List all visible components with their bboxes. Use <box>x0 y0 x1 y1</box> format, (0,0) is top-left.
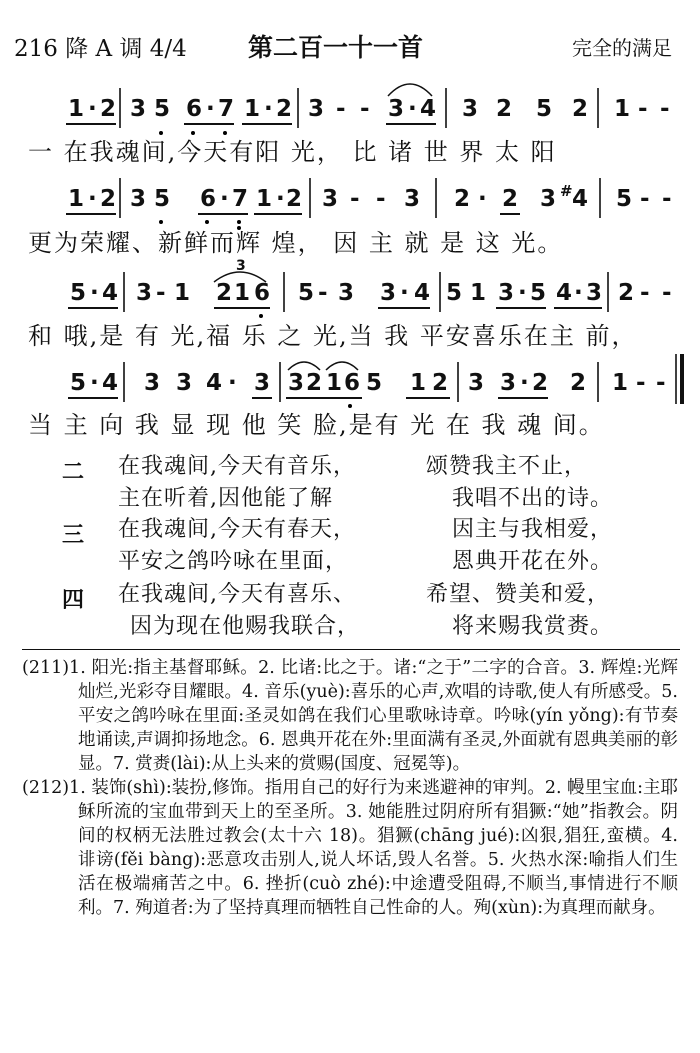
verse-2-line-2b: 我唱不出的诗。 <box>452 486 614 511</box>
svg-text:·: · <box>264 96 273 122</box>
svg-text:·: · <box>90 280 99 306</box>
verse-3-line-1b: 因主与我相爱， <box>452 517 614 542</box>
note: 7 <box>232 186 249 212</box>
note: 1 <box>244 96 261 122</box>
note: 6 <box>344 370 361 396</box>
music-score <box>0 0 700 440</box>
lyric-line-4: 当 主 向 我 显 现 他 笑 脸,是有 光 在 我 魂 间。 <box>28 411 605 439</box>
note: 3 <box>176 370 193 396</box>
svg-text:-: - <box>636 370 646 396</box>
verse-2-line-2a: 主在听着,因他能了解 <box>118 486 333 511</box>
note: 4 <box>556 280 573 306</box>
svg-text:·: · <box>574 280 583 306</box>
note: 4 <box>572 186 589 212</box>
svg-text:-: - <box>376 186 386 212</box>
svg-text:·: · <box>206 96 215 122</box>
note: 5 <box>154 186 171 212</box>
note: 1 <box>68 96 85 122</box>
lyric-line-2: 更为荣耀、新鲜而辉 煌， 因 主 就 是 这 光。 <box>28 229 564 257</box>
svg-text:·: · <box>220 186 229 212</box>
verse-4-line-2b: 将来赐我赏赉。 <box>452 614 614 639</box>
note: 3 <box>468 370 485 396</box>
note: 1 <box>614 96 631 122</box>
note: 2 <box>306 370 323 396</box>
svg-text:-: - <box>360 96 370 122</box>
note: 4 <box>420 96 437 122</box>
note: 1 <box>256 186 273 212</box>
triplet-label: 3 <box>236 258 246 274</box>
note: 3 <box>322 186 339 212</box>
note: 5 <box>536 96 553 122</box>
note: 3 <box>540 186 557 212</box>
note: 3 <box>136 280 153 306</box>
note: 2 <box>100 186 117 212</box>
svg-text:-: - <box>656 370 666 396</box>
hymn-title: 第二百一十一首 <box>248 33 424 62</box>
score-row-2 <box>66 178 672 230</box>
svg-text:-: - <box>318 280 328 306</box>
score-row-1 <box>66 84 670 135</box>
note: 2 <box>496 96 513 122</box>
note: 3 <box>308 96 325 122</box>
note: 4 <box>206 370 223 396</box>
note: 2 <box>618 280 635 306</box>
note: 3 <box>254 370 271 396</box>
svg-text:·: · <box>478 186 487 212</box>
note: 2 <box>276 96 293 122</box>
svg-text:-: - <box>156 280 166 306</box>
note: 5 <box>616 186 633 212</box>
verse-4-line-1a: 在我魂间,今天有喜乐、 <box>118 582 356 607</box>
svg-text:-: - <box>350 186 360 212</box>
note: 3 <box>462 96 479 122</box>
note: 5 <box>70 370 87 396</box>
svg-text:·: · <box>400 280 409 306</box>
verse-number-2: 二 <box>62 460 85 485</box>
note: 4 <box>102 280 119 306</box>
verse-4-line-1b: 希望、赞美和爱， <box>426 582 611 607</box>
footnote-211: (211)1. 阳光:指主基督耶稣。2. 比诸:比之于。诸:“之于”二字的合音。3. 辉煌:光辉灿烂,光彩夺目耀眼。4. 音乐(yuè):喜乐的心声,欢唱的诗歌,使人有所感受。5. 平安之鸽吟咏在里面:圣灵如鸽在我们心里歌咏诗章。吟咏(yín yǒng):有节奏地诵读,声调抑扬地念。6. 恩典开花在外:里面满有圣灵,外面就有恩典美丽的彰显。7. 赏赉(lài):从上头来的赏赐(国度、冠冕等)。 <box>22 658 678 774</box>
svg-text:-: - <box>640 280 650 306</box>
svg-text:·: · <box>88 96 97 122</box>
footnotes <box>22 656 678 920</box>
svg-text:·: · <box>228 370 237 396</box>
verse-3-line-2b: 恩典开花在外。 <box>452 549 614 574</box>
note: 5 <box>154 96 171 122</box>
svg-text:·: · <box>520 370 529 396</box>
note: 3 <box>380 280 397 306</box>
svg-text:·: · <box>408 96 417 122</box>
note: 2 <box>502 186 519 212</box>
note: 5 <box>366 370 383 396</box>
note: 1 <box>234 280 251 306</box>
note: 2 <box>572 96 589 122</box>
footnote-212: (212)1. 装饰(shì):装扮,修饰。指用自己的好行为来逃避神的审判。2. 幔里宝血:主耶稣所流的宝血带到天上的至圣所。3. 她能胜过阴府所有猖獗:“她”指教会。阴间的权柄无法胜过教会(太十六 18)。猖獗(chāng jué):凶狠,猖狂,蛮横。4. 诽谤(fěi bàng):恶意攻击别人,说人坏话,毁人名誉。5. 火热水深:喻指人们生活在极端痛苦之中。6. 挫折(cuò zhé):中途遭受阻碍,不顺当,事情进行不顺利。7. 殉道者:为了坚持真理而牺牲自己性命的人。殉(xùn):为真理而献身。 <box>22 778 678 918</box>
verse-number-3: 三 <box>62 523 85 548</box>
svg-text:·: · <box>88 186 97 212</box>
note: 1 <box>410 370 427 396</box>
note: 2 <box>286 186 303 212</box>
hymn-subtitle: 完全的满足 <box>572 36 672 60</box>
sharp-sign: # <box>560 182 573 200</box>
note: 1 <box>174 280 191 306</box>
note: 2 <box>570 370 587 396</box>
verse-number-4: 四 <box>62 588 85 613</box>
svg-text:·: · <box>518 280 527 306</box>
svg-text:·: · <box>276 186 285 212</box>
score-row-3 <box>68 258 672 318</box>
score-row-4 <box>68 354 682 408</box>
note: 1 <box>612 370 629 396</box>
note: 2 <box>216 280 233 306</box>
note: 5 <box>298 280 315 306</box>
note: 2 <box>532 370 549 396</box>
note: 3 <box>388 96 405 122</box>
svg-text:-: - <box>640 186 650 212</box>
verse-3-line-1a: 在我魂间,今天有春天， <box>118 517 356 542</box>
note: 3 <box>144 370 161 396</box>
note: 1 <box>326 370 343 396</box>
svg-text:-: - <box>336 96 346 122</box>
lyric-line-3: 和 哦,是 有 光,福 乐 之 光,当 我 平安喜乐在主 前， <box>28 322 638 350</box>
note: 2 <box>454 186 471 212</box>
svg-text:-: - <box>662 280 672 306</box>
note: 3 <box>498 280 515 306</box>
svg-text:-: - <box>662 186 672 212</box>
note: 5 <box>70 280 87 306</box>
note: 4 <box>102 370 119 396</box>
note: 3 <box>338 280 355 306</box>
note: 6 <box>186 96 203 122</box>
note: 5 <box>446 280 463 306</box>
note: 5 <box>530 280 547 306</box>
note: 1 <box>470 280 487 306</box>
note: 3 <box>586 280 603 306</box>
note: 6 <box>200 186 217 212</box>
hymn-number-key: 216 降 A 调 4/4 <box>14 36 187 62</box>
verse-2-line-1b: 颂赞我主不止， <box>426 454 588 479</box>
note: 3 <box>130 186 147 212</box>
verse-3-line-2a: 平安之鸽吟咏在里面， <box>118 549 349 574</box>
note: 4 <box>414 280 431 306</box>
note: 3 <box>288 370 305 396</box>
svg-text:-: - <box>660 96 670 122</box>
note: 1 <box>68 186 85 212</box>
footnote-divider <box>22 649 680 650</box>
svg-text:-: - <box>638 96 648 122</box>
note: 3 <box>500 370 517 396</box>
verse-4-line-2a: 因为现在他赐我联合， <box>130 614 361 639</box>
note: 6 <box>254 280 271 306</box>
note: 3 <box>130 96 147 122</box>
note: 7 <box>218 96 235 122</box>
note: 2 <box>100 96 117 122</box>
note: 2 <box>432 370 449 396</box>
lyric-line-1: 一 在我魂间,今天有阳 光， 比 诸 世 界 太 阳 <box>28 138 557 166</box>
note: 3 <box>404 186 421 212</box>
svg-text:·: · <box>90 370 99 396</box>
verse-2-line-1a: 在我魂间,今天有音乐， <box>118 454 356 479</box>
